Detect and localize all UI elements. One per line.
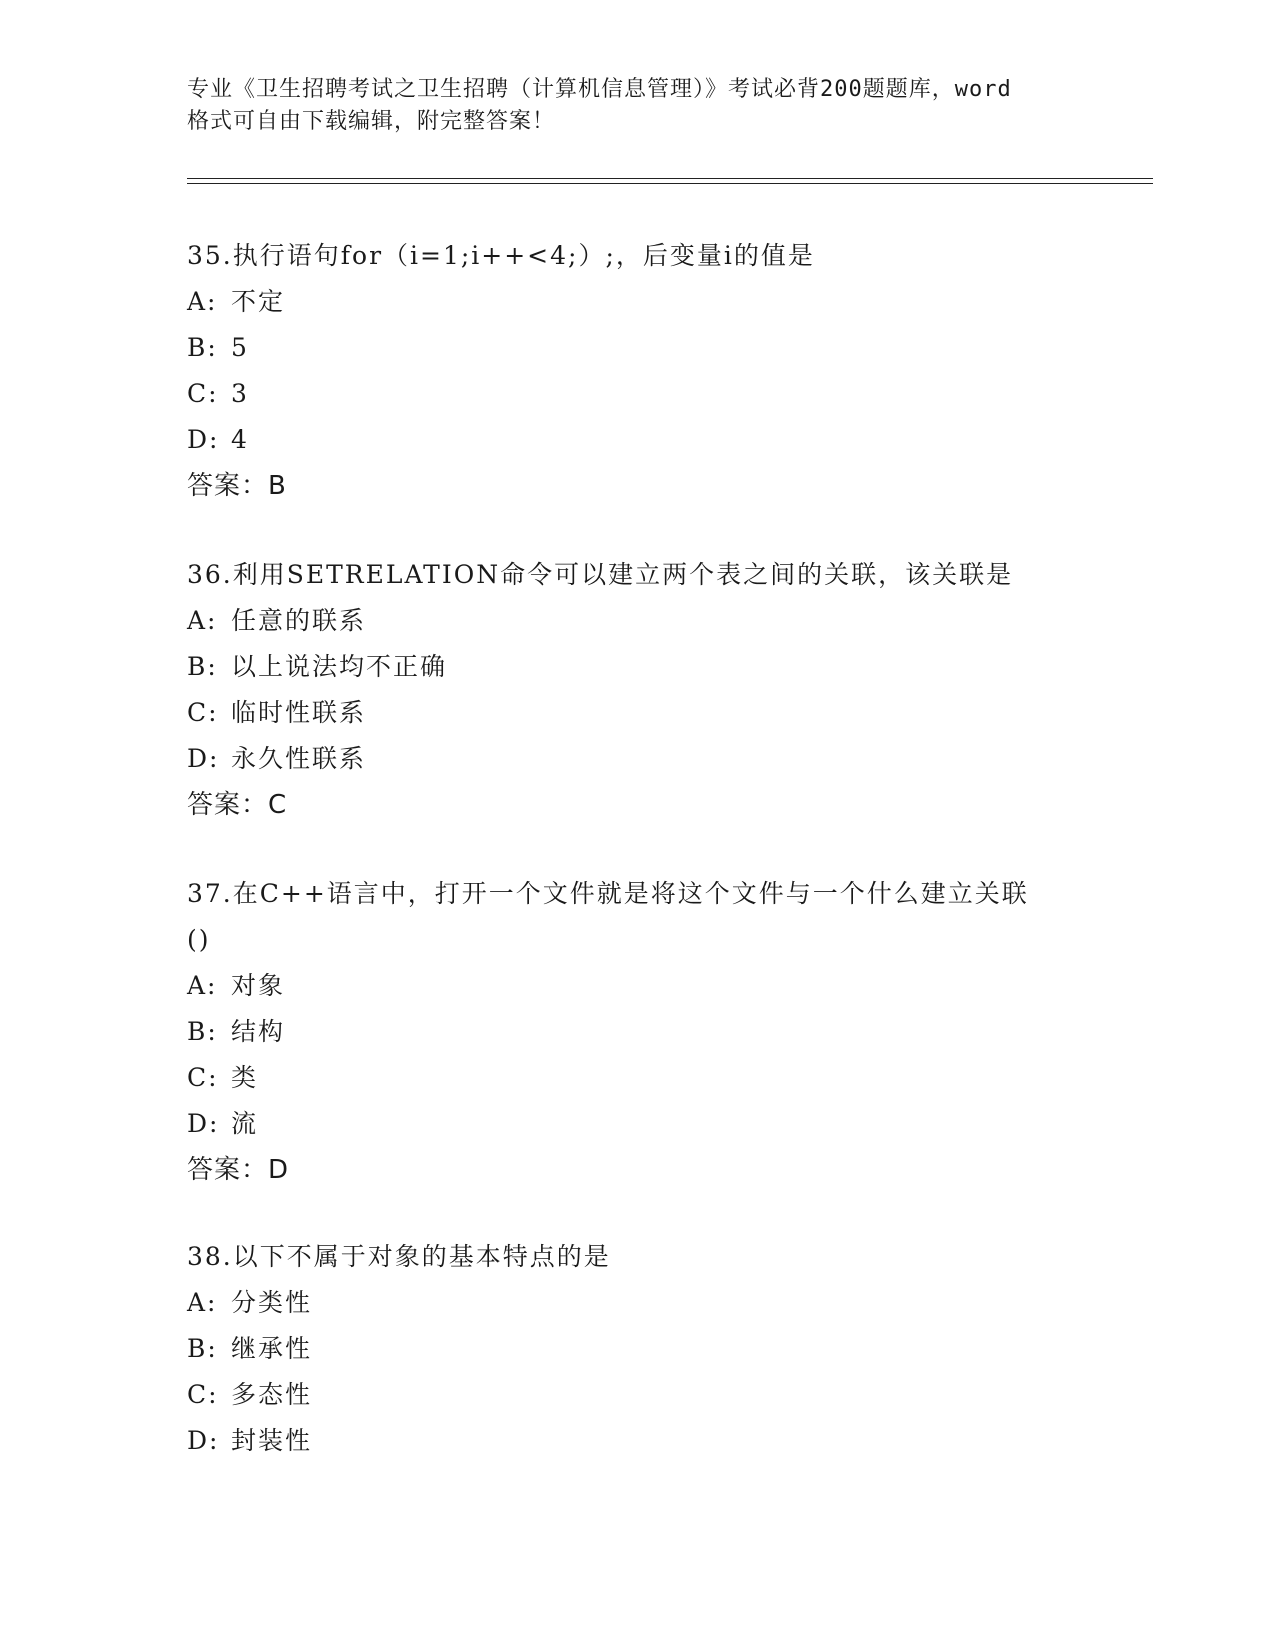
option-label: C: — [187, 698, 219, 727]
option-d — [187, 1418, 1087, 1464]
option-text: 对象 — [231, 971, 286, 1000]
option-label: A: — [187, 971, 218, 1000]
header-divider-top — [187, 178, 1153, 179]
option-c — [187, 1055, 1087, 1101]
option-text: 类 — [231, 1063, 259, 1092]
option-c — [187, 690, 1087, 736]
option-label: D: — [187, 1109, 220, 1138]
option-label: B: — [187, 652, 218, 681]
question-37 — [187, 871, 1087, 1193]
option-label: C: — [187, 1063, 219, 1092]
document-header — [187, 74, 1087, 138]
option-label: D: — [187, 744, 220, 773]
option-d — [187, 1101, 1087, 1147]
option-text: 分类性 — [231, 1288, 313, 1317]
option-label: D: — [187, 1426, 220, 1455]
option-c — [187, 371, 1087, 417]
option-label: A: — [187, 606, 218, 635]
option-label: B: — [187, 1334, 218, 1363]
question-36 — [187, 552, 1087, 828]
option-text: 永久性联系 — [231, 744, 367, 773]
option-text: 多态性 — [231, 1380, 313, 1409]
option-b — [187, 644, 1087, 690]
question-stem: 37.在C++语言中，打开一个文件就是将这个文件与一个什么建立关联 — [187, 879, 1029, 908]
option-text: 以上说法均不正确 — [231, 652, 448, 681]
answer: 答案：C — [187, 790, 288, 820]
question-stem: 38.以下不属于对象的基本特点的是 — [187, 1242, 611, 1271]
option-label: C: — [187, 1380, 219, 1409]
option-label: B: — [187, 1017, 218, 1046]
option-a — [187, 1280, 1087, 1326]
option-text: 结构 — [231, 1017, 286, 1046]
option-b — [187, 1326, 1087, 1372]
option-d — [187, 736, 1087, 782]
option-a — [187, 279, 1087, 325]
option-c — [187, 1372, 1087, 1418]
option-text: 流 — [231, 1109, 259, 1138]
option-text: 3 — [231, 379, 249, 408]
header-line-2: 格式可自由下载编辑，附完整答案！ — [187, 109, 556, 134]
option-text: 临时性联系 — [231, 698, 367, 727]
option-text: 不定 — [231, 287, 286, 316]
option-text: 继承性 — [231, 1334, 313, 1363]
option-label: A: — [187, 287, 218, 316]
header-divider-bottom — [187, 183, 1153, 184]
question-stem: 36.利用SETRELATION命令可以建立两个表之间的关联，该关联是 — [187, 560, 1014, 589]
option-text: 4 — [231, 425, 249, 454]
option-a — [187, 963, 1087, 1009]
option-d — [187, 417, 1087, 463]
option-b — [187, 325, 1087, 371]
question-35 — [187, 233, 1087, 509]
question-38 — [187, 1234, 1087, 1464]
option-text: 封装性 — [231, 1426, 313, 1455]
answer: 答案：B — [187, 471, 287, 501]
option-text: 任意的联系 — [231, 606, 367, 635]
option-b — [187, 1009, 1087, 1055]
option-label: C: — [187, 379, 219, 408]
option-label: D: — [187, 425, 220, 454]
header-line-1: 专业《卫生招聘考试之卫生招聘（计算机信息管理）》考试必背200题题库，word — [187, 77, 1012, 102]
question-stem: 35.执行语句for（i=1;i++<4;）;，后变量i的值是 — [187, 241, 815, 270]
option-label: A: — [187, 1288, 218, 1317]
answer: 答案：D — [187, 1155, 290, 1185]
question-stem-continuation: () — [187, 925, 211, 954]
option-label: B: — [187, 333, 218, 362]
option-text: 5 — [231, 333, 249, 362]
option-a — [187, 598, 1087, 644]
